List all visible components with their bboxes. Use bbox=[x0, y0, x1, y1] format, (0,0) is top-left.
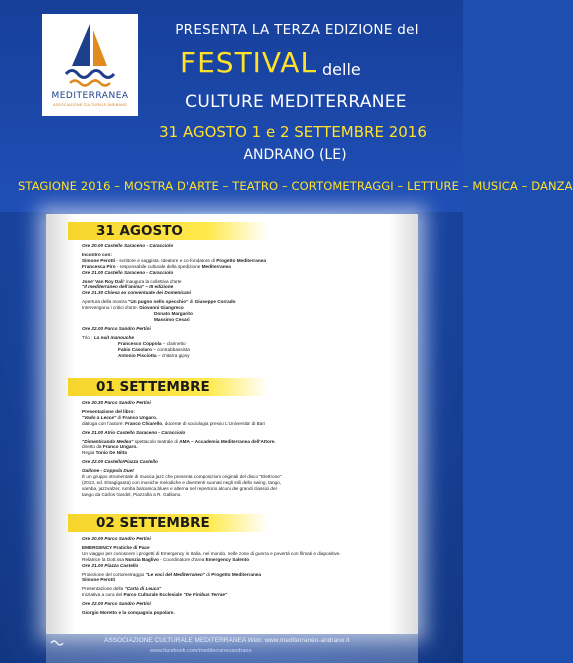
program-line: dialoga con l'autore: Franco Chiarello, docente di sociologia presso L'Universita' di Bari bbox=[82, 420, 266, 426]
program-line: Simone Perotti bbox=[82, 577, 116, 583]
festival-subtitle: CULTURE MEDITERRANEE bbox=[185, 92, 407, 112]
program-card bbox=[46, 214, 418, 634]
program-line: Ore 21.00 Atrio Castello Saraceno - Caracciolo bbox=[82, 429, 186, 435]
festival-title: FESTIVAL bbox=[180, 46, 318, 79]
program-line: Jose' Van Roy Dali' inaugura la collettiva d'arte bbox=[82, 278, 182, 284]
program-line: Ore 21.30 Chiesa ex conventuale dei Domenicani bbox=[82, 290, 191, 296]
program-line: Ore 22.00 Castello/Piazza Castello bbox=[82, 459, 158, 465]
program-line: Donato Margarito bbox=[154, 311, 193, 317]
program-line: Ore 20.00 Parco Sandro Pertini bbox=[82, 536, 151, 541]
program-line: Antonio Pisciotta – chitarra gipsy bbox=[118, 352, 190, 358]
program-line: Proiezione del cortometraggio "Le voci del Mediterraneo" di Progetto Mediterranea bbox=[82, 571, 262, 577]
day1-program bbox=[82, 243, 402, 358]
day2-program bbox=[82, 400, 402, 498]
logo-subtitle: ASSOCIAZIONE CULTURALE ANDRANO bbox=[53, 103, 127, 107]
program-line: Relatrice la Dott.ssa Nunzia Baglivo - Coordinatore d'area Emergency Salento bbox=[82, 556, 250, 562]
program-line: Incontro con: bbox=[82, 251, 112, 257]
program-line: EMERGENCY Pratiche di Pace bbox=[82, 544, 150, 550]
program-line: "Vado a Lecce" di Franco Ungaro. bbox=[82, 414, 158, 420]
day3-program bbox=[82, 536, 402, 616]
logo-name: MEDITERRANEA bbox=[51, 91, 129, 101]
poster-header bbox=[0, 0, 573, 212]
festival-dates: 31 AGOSTO 1 e 2 SETTEMBRE 2016 bbox=[159, 123, 427, 141]
program-line: Francesco Coppola – clarinetto bbox=[118, 340, 186, 346]
festival-delle: delle bbox=[322, 60, 361, 79]
program-line: Regia Tonio De Nitto bbox=[82, 450, 128, 456]
program-line: samba, jazzvalzer, rumba balcanica,blues e alterna nel repertorio alcuni dei grandi classici del bbox=[82, 485, 277, 491]
program-line: "Dimenticando Medea" spettacolo teatrale di AMA – Accademia Mediterranea dell'Attore. bbox=[82, 438, 276, 444]
program-line: Simone Perotti - scrittore e saggista. Ideatore e co-fondatore di Progetto Mediterranea bbox=[82, 257, 266, 263]
program-line: Ore 20.30 Parco Sandro Pertini bbox=[82, 400, 151, 405]
footer-logo-icon bbox=[50, 637, 64, 647]
program-line: Francesca Piro - responsabile culturale della spedizione Mediterranea bbox=[82, 263, 231, 269]
program-line: diretto da Franco Ungaro. bbox=[82, 444, 138, 450]
program-line: Fabio Casolaro – contrabbassista bbox=[118, 346, 190, 352]
program-line: Ore 20.00 Castello Saraceno - Caracciolo bbox=[82, 243, 174, 248]
program-line: (2013, ed. Elnagiganta) con musiche melodiche e divertenti suonati negli stili dello swing, tango, bbox=[82, 479, 282, 485]
program-line: Intervengono i critici d'arte: Giovanni Giangreco bbox=[82, 305, 184, 311]
footer-facebook[interactable]: www.facebook.com/mediterraneoandrano bbox=[150, 648, 252, 654]
program-line: tango da Carlos Gardel, Piazzolla a R. Galliano. bbox=[82, 491, 182, 497]
program-line: Trio : La nuit manouche bbox=[82, 334, 134, 340]
program-line: Un viaggio per conoscere i progetti di Emergency in Italia, nel mondo, nelle zone di guerra e povertà con filmati e diapositive. bbox=[82, 550, 341, 556]
program-line: Massimo Cesari bbox=[154, 316, 190, 322]
sailboat-icon bbox=[60, 20, 120, 90]
program-line: Apertura della mostra "Un pugno nello specchio" di Giuseppe Corrado bbox=[82, 299, 236, 305]
logo bbox=[42, 14, 138, 116]
festival-place: ANDRANO (LE) bbox=[243, 147, 347, 163]
program-line: Iniziativa a cura del Parco Culturale Ecclesiale "De Finibus Terrae" bbox=[82, 592, 228, 598]
header-intro: PRESENTA LA TERZA EDIZIONE del bbox=[175, 22, 419, 38]
program-line: È un gruppo strumentale di musica jazz che presenta composizioni originali del disco "Elettrone" bbox=[82, 474, 282, 480]
season-program: STAGIONE 2016 – MOSTRA D'ARTE – TEATRO – CORTOMETRAGGI – LETTURE – MUSICA – DANZA bbox=[18, 179, 573, 193]
program-line: Ore 21.00 Piazza Castello bbox=[82, 562, 139, 568]
program-line: Giorgio Moretto e la compagnia popolare. bbox=[82, 610, 175, 616]
program-line: Ore 22.00 Parco Sandro Pertini bbox=[82, 601, 151, 607]
day-banner-31-agosto: 31 AGOSTO bbox=[68, 222, 268, 240]
program-line: "Il mediterraneo dell'anima" – III edizione bbox=[82, 284, 174, 290]
footer-contacts: ASSOCIAZIONE CULTURALE MEDITERRANEA Web: www.mediterraneo-andrano.it bbox=[104, 637, 350, 644]
program-line: Ore 22.00 Parco Sandro Pertini bbox=[82, 325, 151, 331]
day-banner-01-settembre: 01 SETTEMBRE bbox=[68, 378, 268, 396]
program-line: Presentazione della "Carta di Leuca" bbox=[82, 586, 162, 592]
program-line: Ore 21.00 Castello Saraceno - Caracciolo bbox=[82, 269, 174, 275]
program-line: Gallone - Coppola Duet bbox=[82, 468, 134, 474]
program-line: Presentazione del libro: bbox=[82, 408, 135, 414]
day-banner-02-settembre: 02 SETTEMBRE bbox=[68, 514, 268, 532]
